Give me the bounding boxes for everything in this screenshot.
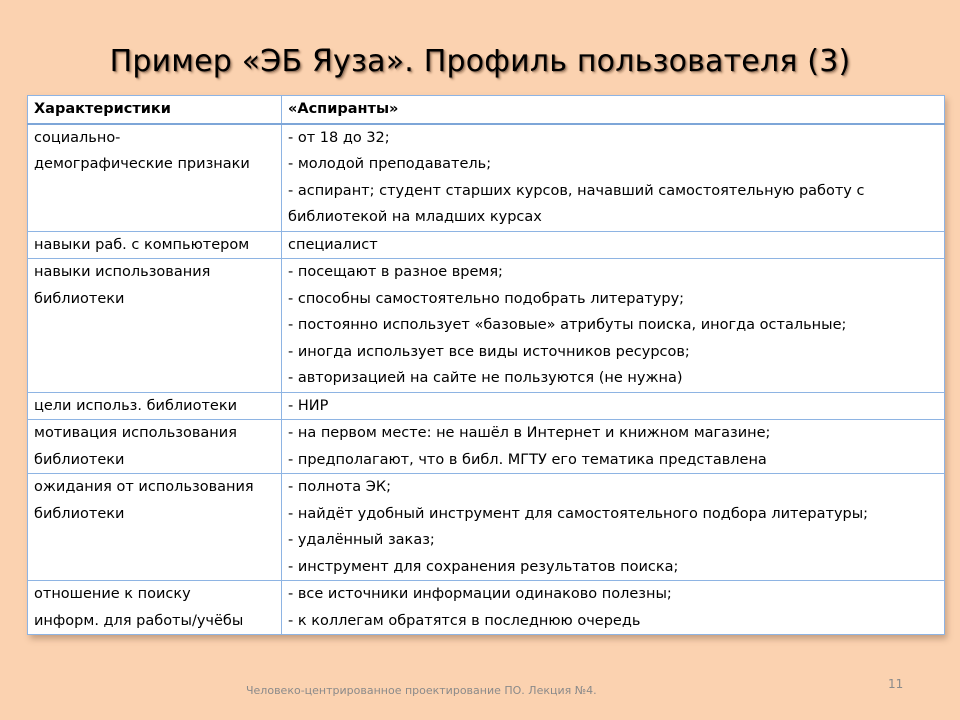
value-line: - полнота ЭК; (288, 479, 392, 495)
row-value-cell (282, 581, 945, 635)
slide-footer: Человеко-центрированное проектирование ПО. Лекция №4. (246, 684, 597, 697)
value-line: - способны самостоятельно подобрать литературу; (288, 290, 685, 307)
row-characteristic-cell (28, 581, 282, 635)
page-number: 11 (888, 677, 904, 691)
value-line: - иногда использует все виды источников ресурсов; (288, 343, 690, 360)
table-row (28, 474, 945, 581)
row-value-cell (282, 231, 945, 259)
profile-table-container (27, 95, 944, 635)
user-profile-table (27, 95, 945, 635)
row-characteristic-cell (28, 392, 282, 420)
characteristic-label-line: демографические признаки (34, 156, 250, 172)
row-characteristic-cell (28, 231, 282, 259)
value-line: - посещают в разное время; (288, 264, 503, 280)
characteristic-label-line: навыки раб. с компьютером (34, 236, 250, 253)
characteristic-label-line: отношение к поиску (34, 586, 191, 602)
value-line: - все источники информации одинаково полезны; (288, 586, 672, 602)
value-line: библиотекой на младших курсах (288, 209, 542, 225)
value-line: - от 18 до 32; (288, 129, 390, 146)
column-header-characteristics: Характеристики (28, 96, 282, 124)
row-value-cell (282, 124, 945, 232)
row-characteristic-cell (28, 474, 282, 581)
value-line: - аспирант; студент старших курсов, начавший самостоятельную работу с (288, 182, 865, 199)
characteristic-label-line: навыки использования (34, 264, 211, 280)
characteristic-label-line: библиотеки (34, 505, 125, 522)
value-line: - молодой преподаватель; (288, 156, 492, 172)
table-row (28, 581, 945, 635)
table-row (28, 259, 945, 393)
row-value-cell (282, 259, 945, 393)
characteristic-label-line: информ. для работы/учёбы (34, 612, 244, 629)
table-row (28, 420, 945, 474)
slide-title: Пример «ЭБ Яуза». Профиль пользователя (3) (109, 44, 851, 79)
table-row (28, 124, 945, 232)
characteristic-label-line: мотивация использования (34, 425, 237, 441)
value-line: специалист (288, 236, 378, 253)
table-body (28, 124, 945, 635)
row-value-cell (282, 420, 945, 474)
characteristic-label-line: социально- (34, 129, 121, 146)
row-characteristic-cell (28, 420, 282, 474)
value-line: - найдёт удобный инструмент для самостоятельного подбора литературы; (288, 505, 869, 522)
characteristic-label-line: ожидания от использования (34, 479, 254, 495)
row-characteristic-cell (28, 124, 282, 232)
value-line: - инструмент для сохранения результатов поиска; (288, 558, 679, 575)
row-characteristic-cell (28, 259, 282, 393)
table-row (28, 392, 945, 420)
value-line: - удалённый заказ; (288, 532, 435, 548)
value-line: - предполагают, что в библ. МГТУ его тематика представлена (288, 451, 767, 468)
value-line: - на первом месте: не нашёл в Интернет и книжном магазине; (288, 425, 771, 441)
value-line: - постоянно использует «базовые» атрибуты поиска, иногда остальные; (288, 317, 847, 333)
characteristic-label-line: цели использ. библиотеки (34, 397, 237, 414)
row-value-cell (282, 392, 945, 420)
value-line: - авторизацией на сайте не пользуются (не нужна) (288, 370, 683, 386)
table-header-row (28, 96, 945, 124)
characteristic-label-line: библиотеки (34, 290, 125, 307)
value-line: - НИР (288, 397, 329, 414)
characteristic-label-line: библиотеки (34, 451, 125, 468)
value-line: - к коллегам обратятся в последнюю очередь (288, 612, 641, 629)
table-row (28, 231, 945, 259)
row-value-cell (282, 474, 945, 581)
column-header-postgraduates: «Аспиранты» (282, 96, 945, 124)
